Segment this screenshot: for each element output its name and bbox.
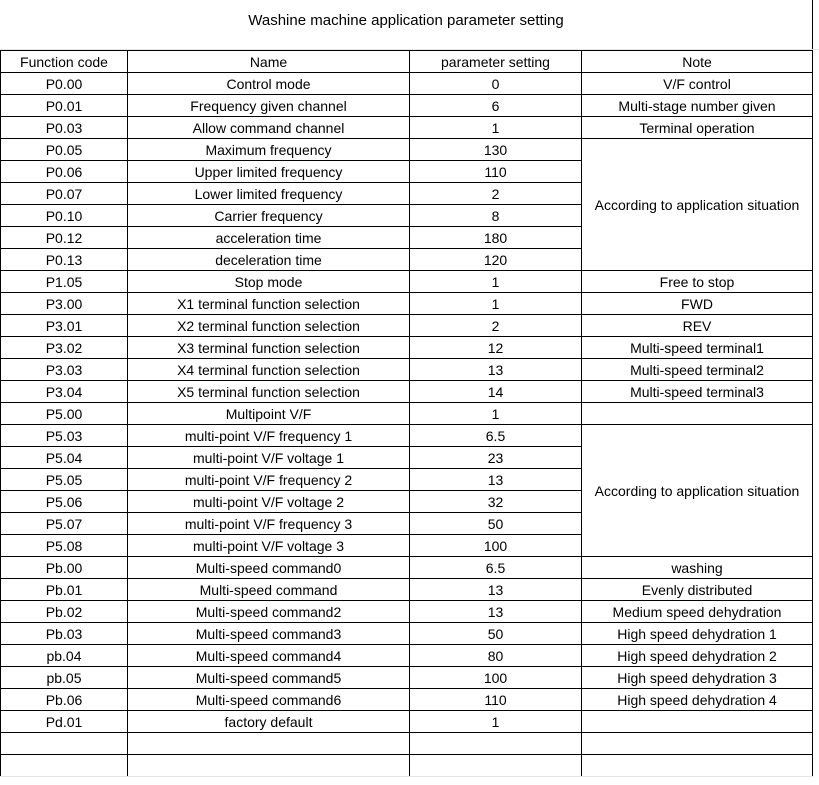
function-code-cell[interactable]: pb.05 [1, 667, 128, 689]
note-cell[interactable]: Multi-stage number given [582, 95, 813, 117]
name-cell[interactable]: Multi-speed command3 [128, 623, 410, 645]
table-row [1, 73, 813, 95]
name-cell[interactable]: multi-point V/F voltage 2 [128, 491, 410, 513]
name-cell[interactable]: Stop mode [128, 271, 410, 293]
table-row [1, 403, 813, 425]
name-cell[interactable]: Carrier frequency [128, 205, 410, 227]
note-cell[interactable]: FWD [582, 293, 813, 315]
name-cell[interactable]: Multi-speed command6 [128, 689, 410, 711]
note-cell[interactable]: Multi-speed terminal3 [582, 381, 813, 403]
parameter-setting-cell[interactable]: 13 [410, 469, 582, 491]
function-code-cell[interactable]: P3.01 [1, 315, 128, 337]
right-border-line [812, 0, 813, 50]
note-cell[interactable] [582, 711, 813, 733]
empty-cell[interactable] [1, 733, 128, 755]
faint-gridline [0, 49, 819, 50]
name-cell[interactable]: Maximum frequency [128, 139, 410, 161]
name-cell[interactable]: Control mode [128, 73, 410, 95]
parameter-table [0, 50, 813, 777]
parameter-setting-cell[interactable]: 6.5 [410, 557, 582, 579]
empty-cell[interactable] [410, 755, 582, 777]
function-code-cell[interactable]: P5.00 [1, 403, 128, 425]
function-code-cell[interactable]: P3.00 [1, 293, 128, 315]
name-cell[interactable]: multi-point V/F voltage 1 [128, 447, 410, 469]
note-cell[interactable]: According to application situation [582, 139, 813, 271]
note-cell[interactable]: REV [582, 315, 813, 337]
function-code-cell[interactable]: P1.05 [1, 271, 128, 293]
name-cell[interactable]: Multipoint V/F [128, 403, 410, 425]
name-cell[interactable]: X5 terminal function selection [128, 381, 410, 403]
parameter-setting-cell[interactable]: 1 [410, 117, 582, 139]
empty-cell[interactable] [128, 755, 410, 777]
parameter-setting-cell[interactable]: 2 [410, 315, 582, 337]
table-row [1, 117, 813, 139]
header-cell-function-code[interactable]: Function code [1, 51, 128, 73]
function-code-cell[interactable]: pb.04 [1, 645, 128, 667]
table-row [1, 645, 813, 667]
parameter-setting-cell[interactable]: 50 [410, 623, 582, 645]
function-code-cell[interactable]: P0.01 [1, 95, 128, 117]
header-cell-name[interactable]: Name [128, 51, 410, 73]
table-row [1, 601, 813, 623]
name-cell[interactable]: multi-point V/F frequency 1 [128, 425, 410, 447]
sheet-title: Washine machine application parameter setting [248, 12, 564, 29]
function-code-cell[interactable]: P0.03 [1, 117, 128, 139]
name-cell[interactable]: Allow command channel [128, 117, 410, 139]
name-cell[interactable]: X4 terminal function selection [128, 359, 410, 381]
table-row [1, 579, 813, 601]
table-row [1, 95, 813, 117]
note-cell[interactable] [582, 403, 813, 425]
function-code-cell[interactable]: P5.05 [1, 469, 128, 491]
table-row [1, 623, 813, 645]
parameter-setting-cell[interactable]: 23 [410, 447, 582, 469]
name-cell[interactable]: multi-point V/F voltage 3 [128, 535, 410, 557]
name-cell[interactable]: Multi-speed command [128, 579, 410, 601]
name-cell[interactable]: Multi-speed command4 [128, 645, 410, 667]
note-cell[interactable]: Multi-speed terminal2 [582, 359, 813, 381]
function-code-cell[interactable]: P0.13 [1, 249, 128, 271]
header-cell-note[interactable]: Note [582, 51, 813, 73]
name-cell[interactable]: Multi-speed command0 [128, 557, 410, 579]
parameter-setting-cell[interactable]: 13 [410, 359, 582, 381]
function-code-cell[interactable]: P5.04 [1, 447, 128, 469]
function-code-cell[interactable]: Pb.01 [1, 579, 128, 601]
parameter-setting-cell[interactable]: 1 [410, 271, 582, 293]
name-cell[interactable]: acceleration time [128, 227, 410, 249]
parameter-setting-cell[interactable]: 13 [410, 579, 582, 601]
function-code-cell[interactable]: P3.02 [1, 337, 128, 359]
header-row [1, 51, 813, 73]
parameter-setting-cell[interactable]: 50 [410, 513, 582, 535]
table-row [1, 293, 813, 315]
note-cell[interactable]: High speed dehydration 4 [582, 689, 813, 711]
empty-cell[interactable] [582, 755, 813, 777]
parameter-setting-cell[interactable]: 2 [410, 183, 582, 205]
function-code-cell[interactable]: P0.05 [1, 139, 128, 161]
parameter-setting-cell[interactable]: 180 [410, 227, 582, 249]
parameter-setting-cell[interactable]: 1 [410, 711, 582, 733]
function-code-cell[interactable]: P0.00 [1, 73, 128, 95]
empty-cell[interactable] [582, 733, 813, 755]
parameter-setting-cell[interactable]: 13 [410, 601, 582, 623]
table-row [1, 337, 813, 359]
function-code-cell[interactable]: Pb.00 [1, 557, 128, 579]
name-cell[interactable]: deceleration time [128, 249, 410, 271]
function-code-cell[interactable]: P3.03 [1, 359, 128, 381]
function-code-cell[interactable]: P3.04 [1, 381, 128, 403]
name-cell[interactable]: Multi-speed command2 [128, 601, 410, 623]
function-code-cell[interactable]: P5.06 [1, 491, 128, 513]
note-cell[interactable]: Free to stop [582, 271, 813, 293]
empty-cell[interactable] [128, 733, 410, 755]
note-cell[interactable]: According to application situation [582, 425, 813, 557]
name-cell[interactable]: Multi-speed command5 [128, 667, 410, 689]
note-cell[interactable]: Multi-speed terminal1 [582, 337, 813, 359]
function-code-cell[interactable]: P0.12 [1, 227, 128, 249]
table-row [1, 425, 813, 447]
parameter-setting-cell[interactable]: 110 [410, 161, 582, 183]
header-cell-parameter-setting[interactable]: parameter setting [410, 51, 582, 73]
name-cell[interactable]: factory default [128, 711, 410, 733]
function-code-cell[interactable]: Pb.03 [1, 623, 128, 645]
parameter-setting-cell[interactable]: 1 [410, 403, 582, 425]
parameter-setting-cell[interactable]: 120 [410, 249, 582, 271]
name-cell[interactable]: Frequency given channel [128, 95, 410, 117]
name-cell[interactable]: multi-point V/F frequency 2 [128, 469, 410, 491]
parameter-setting-cell[interactable]: 80 [410, 645, 582, 667]
note-cell[interactable]: Evenly distributed [582, 579, 813, 601]
parameter-setting-cell[interactable]: 110 [410, 689, 582, 711]
function-code-cell[interactable]: P0.10 [1, 205, 128, 227]
name-cell[interactable]: X3 terminal function selection [128, 337, 410, 359]
table-row [1, 689, 813, 711]
parameter-setting-cell[interactable]: 130 [410, 139, 582, 161]
parameter-setting-cell[interactable]: 100 [410, 667, 582, 689]
parameter-setting-cell[interactable]: 0 [410, 73, 582, 95]
name-cell[interactable]: multi-point V/F frequency 3 [128, 513, 410, 535]
table-row [1, 139, 813, 161]
parameter-setting-cell[interactable]: 8 [410, 205, 582, 227]
name-cell[interactable]: X1 terminal function selection [128, 293, 410, 315]
function-code-cell[interactable]: P0.07 [1, 183, 128, 205]
table-row [1, 359, 813, 381]
function-code-cell[interactable]: P0.06 [1, 161, 128, 183]
empty-row [1, 755, 813, 777]
name-cell[interactable]: Upper limited frequency [128, 161, 410, 183]
empty-cell[interactable] [410, 733, 582, 755]
note-cell[interactable]: High speed dehydration 1 [582, 623, 813, 645]
table-row [1, 557, 813, 579]
name-cell[interactable]: X2 terminal function selection [128, 315, 410, 337]
function-code-cell[interactable]: Pb.06 [1, 689, 128, 711]
parameter-setting-cell[interactable]: 14 [410, 381, 582, 403]
note-cell[interactable]: Medium speed dehydration [582, 601, 813, 623]
note-cell[interactable]: High speed dehydration 2 [582, 645, 813, 667]
empty-row [1, 733, 813, 755]
table-row [1, 667, 813, 689]
empty-cell[interactable] [1, 755, 128, 777]
function-code-cell[interactable]: P5.07 [1, 513, 128, 535]
function-code-cell[interactable]: P5.03 [1, 425, 128, 447]
table-row [1, 271, 813, 293]
note-cell[interactable]: High speed dehydration 3 [582, 667, 813, 689]
note-cell[interactable]: V/F control [582, 73, 813, 95]
parameter-setting-cell[interactable]: 32 [410, 491, 582, 513]
table-row [1, 711, 813, 733]
name-cell[interactable]: Lower limited frequency [128, 183, 410, 205]
function-code-cell[interactable]: Pb.02 [1, 601, 128, 623]
parameter-setting-cell[interactable]: 100 [410, 535, 582, 557]
parameter-setting-cell[interactable]: 1 [410, 293, 582, 315]
note-cell[interactable]: Terminal operation [582, 117, 813, 139]
table-row [1, 381, 813, 403]
table-row [1, 315, 813, 337]
note-cell[interactable]: washing [582, 557, 813, 579]
parameter-setting-cell[interactable]: 6.5 [410, 425, 582, 447]
parameter-setting-cell[interactable]: 12 [410, 337, 582, 359]
function-code-cell[interactable]: Pd.01 [1, 711, 128, 733]
parameter-setting-cell[interactable]: 6 [410, 95, 582, 117]
function-code-cell[interactable]: P5.08 [1, 535, 128, 557]
